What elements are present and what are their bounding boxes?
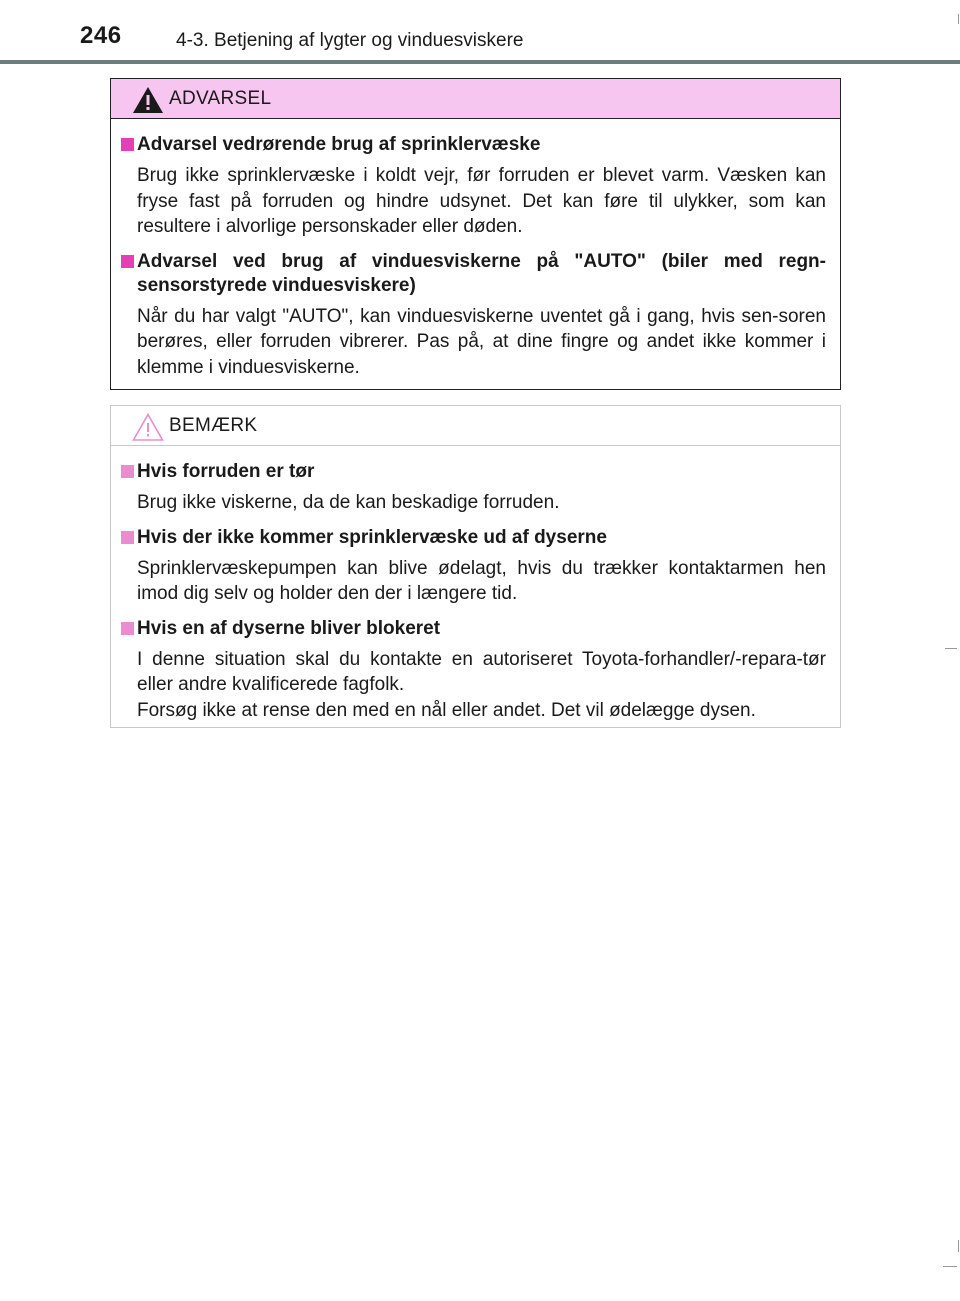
page-header [0,0,960,66]
crop-mark [958,1240,959,1252]
crop-mark [943,1266,957,1267]
warning-triangle-icon [131,85,165,115]
warning-box [110,78,841,390]
warning-body [111,119,840,380]
warning-item [125,133,826,240]
notice-box [110,405,841,728]
notice-item-text: Sprinklervæskepumpen kan blive ødelagt, hvis du trækker kontaktarmen hen imod dig selv og holder den der i længere tid. [137,557,826,604]
notice-item-title: Hvis en af dyserne bliver blokeret [137,617,441,639]
warning-header [111,79,840,119]
notice-body [111,446,840,723]
bullet-square-icon [121,465,134,478]
bullet-square-icon [121,138,134,151]
notice-item-title: Hvis der ikke kommer sprinklervæske ud af dyserne [137,526,607,548]
header-rule [0,60,960,64]
warning-item-title: Advarsel vedrørende brug af sprinklervæske [137,134,541,155]
bullet-square-icon [121,255,134,268]
page-number: 246 [80,22,122,49]
warning-item [125,250,826,381]
crop-mark [945,648,957,649]
bullet-square-icon [121,531,134,544]
bullet-square-icon [121,622,134,635]
notice-item-text: Forsøg ikke at rense den med en nål eller andet. Det vil ødelægge dysen. [137,699,756,721]
warning-label: ADVARSEL [169,88,272,109]
notice-item [125,526,826,607]
notice-item-title: Hvis forruden er tør [137,461,315,482]
notice-triangle-icon [131,412,165,442]
crop-mark [958,14,959,24]
warning-item-text: Når du har valgt "AUTO", kan vinduesviskerne uventet gå i gang, hvis sen-soren berøres, eller forruden vibrerer. Pas på, at dine fingre og andet ikke kommer i klemme i vinduesviskerne. [137,305,826,378]
notice-item [125,460,826,516]
notice-item-text: Brug ikke viskerne, da de kan beskadige forruden. [137,492,560,513]
notice-label: BEMÆRK [169,415,258,436]
warning-item-text: Brug ikke sprinklervæske i koldt vejr, før forruden er blevet varm. Væsken kan fryse fast på forruden og hindre udsynet. Det kan føre til ulykker, som kan resultere i alvorlige personskader eller døden. [137,165,826,237]
notice-header [111,406,840,446]
section-title: 4-3. Betjening af lygter og vinduesviskere [176,30,524,51]
warning-item-title: Advarsel ved brug af vinduesviskerne på "AUTO" (biler med regn-sensorstyrede vinduesviskere) [137,250,826,296]
notice-item [125,617,826,724]
notice-item-text: I denne situation skal du kontakte en autoriseret Toyota-forhandler/-repara-tør eller andre kvalificerede fagfolk. [137,648,826,695]
